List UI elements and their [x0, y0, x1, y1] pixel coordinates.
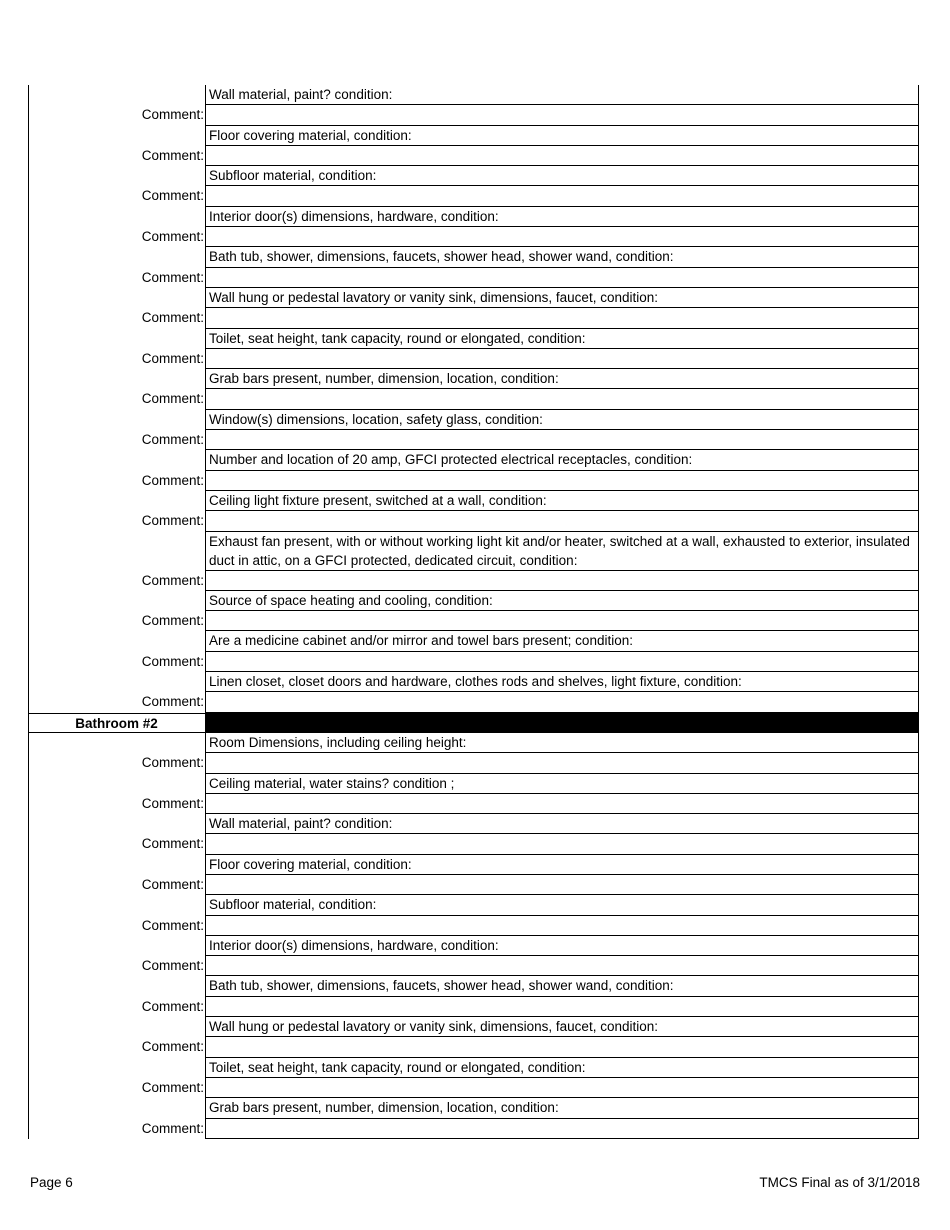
question-row: [29, 976, 919, 996]
comment-label: Comment:: [141, 694, 204, 710]
question-text: Wall material, paint? condition:: [205, 814, 919, 834]
comment-row: [29, 471, 919, 491]
comment-label: Comment:: [141, 613, 204, 629]
question-text: Ceiling light fixture present, switched at a wall, condition:: [205, 491, 919, 511]
page-number: Page 6: [30, 1175, 73, 1190]
comment-label: Comment:: [141, 147, 204, 163]
comment-field[interactable]: [205, 611, 919, 631]
question-text: Are a medicine cabinet and/or mirror and towel bars present; condition:: [205, 631, 919, 651]
comment-label: Comment:: [141, 107, 204, 123]
comment-label: Comment:: [141, 269, 204, 285]
comment-field[interactable]: [205, 471, 919, 491]
comment-row: [29, 511, 919, 531]
comment-label: Comment:: [141, 917, 204, 933]
question-text: Window(s) dimensions, location, safety glass, condition:: [205, 410, 919, 430]
question-row: [29, 532, 919, 571]
question-row: [29, 733, 919, 753]
question-row: [29, 895, 919, 915]
comment-field[interactable]: [205, 794, 919, 814]
question-row: [29, 329, 919, 349]
bathroom-2-items: [29, 733, 919, 1139]
comment-row: [29, 308, 919, 328]
comment-field[interactable]: [205, 571, 919, 591]
comment-field[interactable]: [205, 430, 919, 450]
comment-label: Comment:: [141, 836, 204, 852]
comment-label: Comment:: [141, 513, 204, 529]
comment-field[interactable]: [205, 652, 919, 672]
question-row: [29, 631, 919, 651]
comment-field[interactable]: [205, 834, 919, 854]
comment-field[interactable]: [205, 1119, 919, 1139]
comment-label: Comment:: [141, 472, 204, 488]
section-title: Bathroom #2: [29, 713, 205, 733]
comment-label: Comment:: [141, 310, 204, 326]
question-label-spacer: [29, 1058, 205, 1078]
comment-row: [29, 349, 919, 369]
question-text: Exhaust fan present, with or without working light kit and/or heater, switched at a wall, exhausted to exterior, insulated duct in attic, on a GFCI protected, dedicated circuit, condition:: [205, 532, 919, 571]
question-row: [29, 207, 919, 227]
comment-field[interactable]: [205, 956, 919, 976]
question-text: Linen closet, closet doors and hardware, clothes rods and shelves, light fixture, condition:: [205, 672, 919, 692]
question-row: [29, 369, 919, 389]
question-label-spacer: [29, 491, 205, 511]
question-label-spacer: [29, 895, 205, 915]
question-text: Ceiling material, water stains? condition ;: [205, 774, 919, 794]
question-label-spacer: [29, 1098, 205, 1118]
comment-row: [29, 1078, 919, 1098]
question-label-spacer: [29, 774, 205, 794]
comment-label: Comment:: [141, 229, 204, 245]
comment-field[interactable]: [205, 692, 919, 712]
comment-label: Comment:: [141, 1120, 204, 1136]
question-text: Toilet, seat height, tank capacity, round or elongated, condition:: [205, 329, 919, 349]
question-row: [29, 1098, 919, 1118]
question-row: [29, 85, 919, 105]
question-text: Source of space heating and cooling, condition:: [205, 591, 919, 611]
question-label-spacer: [29, 369, 205, 389]
comment-label: Comment:: [141, 795, 204, 811]
comment-field[interactable]: [205, 753, 919, 773]
question-row: [29, 774, 919, 794]
comment-row: [29, 916, 919, 936]
comment-row: [29, 389, 919, 409]
comment-row: [29, 794, 919, 814]
comment-field[interactable]: [205, 308, 919, 328]
comment-field[interactable]: [205, 1037, 919, 1057]
question-text: Number and location of 20 amp, GFCI protected electrical receptacles, condition:: [205, 450, 919, 470]
question-label-spacer: [29, 207, 205, 227]
question-text: Toilet, seat height, tank capacity, round or elongated, condition:: [205, 1058, 919, 1078]
comment-label: Comment:: [141, 572, 204, 588]
comment-field[interactable]: [205, 268, 919, 288]
comment-row: [29, 186, 919, 206]
question-text: Subfloor material, condition:: [205, 166, 919, 186]
question-row: [29, 672, 919, 692]
question-row: [29, 166, 919, 186]
question-text: Wall hung or pedestal lavatory or vanity sink, dimensions, faucet, condition:: [205, 288, 919, 308]
comment-row: [29, 1119, 919, 1139]
comment-row: [29, 652, 919, 672]
comment-row: [29, 997, 919, 1017]
comment-label: Comment:: [141, 1079, 204, 1095]
question-label-spacer: [29, 936, 205, 956]
question-row: [29, 247, 919, 267]
question-row: [29, 1058, 919, 1078]
question-label-spacer: [29, 591, 205, 611]
question-row: [29, 591, 919, 611]
question-text: Wall hung or pedestal lavatory or vanity sink, dimensions, faucet, condition:: [205, 1017, 919, 1037]
question-row: [29, 814, 919, 834]
comment-row: [29, 571, 919, 591]
section-header-bar: [205, 713, 919, 733]
question-label-spacer: [29, 126, 205, 146]
question-label-spacer: [29, 247, 205, 267]
question-text: Grab bars present, number, dimension, location, condition:: [205, 369, 919, 389]
comment-label: Comment:: [141, 876, 204, 892]
question-label-spacer: [29, 672, 205, 692]
question-text: Interior door(s) dimensions, hardware, condition:: [205, 936, 919, 956]
comment-field[interactable]: [205, 349, 919, 369]
comment-label: Comment:: [141, 188, 204, 204]
question-label-spacer: [29, 733, 205, 753]
question-label-spacer: [29, 976, 205, 996]
comment-label: Comment:: [141, 350, 204, 366]
question-text: Interior door(s) dimensions, hardware, condition:: [205, 207, 919, 227]
question-row: [29, 1017, 919, 1037]
comment-field[interactable]: [205, 146, 919, 166]
comment-field[interactable]: [205, 227, 919, 247]
question-label-spacer: [29, 631, 205, 651]
comment-label: Comment:: [141, 391, 204, 407]
comment-row: [29, 1037, 919, 1057]
comment-row: [29, 430, 919, 450]
comment-row: [29, 956, 919, 976]
question-label-spacer: [29, 855, 205, 875]
comment-label: Comment:: [141, 1039, 204, 1055]
question-row: [29, 288, 919, 308]
comment-label: Comment:: [141, 998, 204, 1014]
question-label-spacer: [29, 166, 205, 186]
comment-row: [29, 146, 919, 166]
comment-row: [29, 611, 919, 631]
question-text: Subfloor material, condition:: [205, 895, 919, 915]
comment-row: [29, 834, 919, 854]
comment-label: Comment:: [141, 755, 204, 771]
question-row: [29, 491, 919, 511]
question-label-spacer: [29, 85, 205, 105]
question-row: [29, 126, 919, 146]
question-label-spacer: [29, 1017, 205, 1037]
comment-row: [29, 227, 919, 247]
question-label-spacer: [29, 410, 205, 430]
question-label-spacer: [29, 532, 205, 571]
question-text: Room Dimensions, including ceiling height:: [205, 733, 919, 753]
comment-field[interactable]: [205, 875, 919, 895]
inspection-form: [28, 85, 919, 1139]
question-label-spacer: [29, 288, 205, 308]
question-label-spacer: [29, 450, 205, 470]
comment-field[interactable]: [205, 105, 919, 125]
question-row: [29, 936, 919, 956]
comment-field[interactable]: [205, 389, 919, 409]
comment-field[interactable]: [205, 916, 919, 936]
question-text: Floor covering material, condition:: [205, 126, 919, 146]
comment-label: Comment:: [141, 958, 204, 974]
section-header-row: [29, 713, 919, 733]
comment-field[interactable]: [205, 511, 919, 531]
question-text: Floor covering material, condition:: [205, 855, 919, 875]
question-text: Wall material, paint? condition:: [205, 85, 919, 105]
comment-row: [29, 692, 919, 712]
comment-row: [29, 105, 919, 125]
question-label-spacer: [29, 814, 205, 834]
comment-row: [29, 268, 919, 288]
question-row: [29, 855, 919, 875]
comment-field[interactable]: [205, 997, 919, 1017]
question-text: Bath tub, shower, dimensions, faucets, shower head, shower wand, condition:: [205, 247, 919, 267]
question-row: [29, 410, 919, 430]
question-text: Bath tub, shower, dimensions, faucets, shower head, shower wand, condition:: [205, 976, 919, 996]
bathroom-1-items: [29, 85, 919, 713]
comment-label: Comment:: [141, 653, 204, 669]
question-row: [29, 450, 919, 470]
comment-row: [29, 875, 919, 895]
document-version: TMCS Final as of 3/1/2018: [759, 1175, 920, 1190]
question-text: Grab bars present, number, dimension, location, condition:: [205, 1098, 919, 1118]
comment-label: Comment:: [141, 432, 204, 448]
comment-row: [29, 753, 919, 773]
comment-field[interactable]: [205, 1078, 919, 1098]
comment-field[interactable]: [205, 186, 919, 206]
question-label-spacer: [29, 329, 205, 349]
